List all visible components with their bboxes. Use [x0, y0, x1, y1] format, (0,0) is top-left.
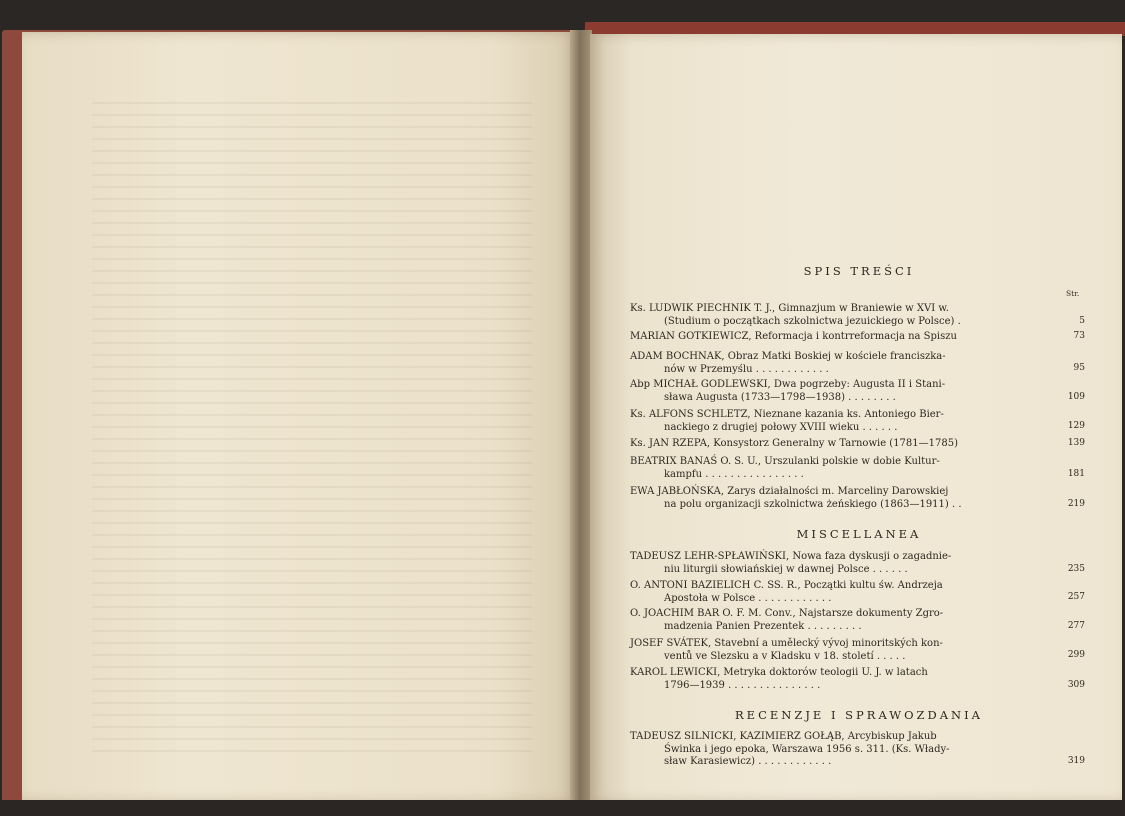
toc-entry: O. ANTONI BAZIELICH C. SS. R., Początki kultu św. Andrzeja Apostoła w Polsce . . . . . . . . . . . . [630, 580, 943, 604]
toc-entry: BEATRIX BANAŚ O. S. U., Urszulanki polskie w dobie Kultur- kampfu . . . . . . . . . . . . . . . . [630, 456, 940, 480]
contents-title: SPIS TREŚCI [803, 264, 915, 278]
toc-page-number: 219 [1067, 499, 1085, 509]
page-column-label: Str. [1066, 289, 1080, 298]
miscellanea-title: MISCELLANEA [796, 527, 922, 541]
toc-page-number: 309 [1067, 680, 1085, 690]
toc-page-number: 129 [1067, 421, 1085, 431]
toc-page-number: 95 [1073, 363, 1085, 373]
toc-entry: Ks. JAN RZEPA, Konsystorz Generalny w Tarnowie (1781—1785) [630, 438, 958, 449]
toc-entry: EWA JABŁOŃSKA, Zarys działalności m. Marceliny Darowskiej na polu organizacji szkolnictwa żeńskiego (1863—1911) . . [630, 486, 962, 510]
bottom-shadow [0, 800, 1125, 816]
toc-page-number: 109 [1067, 392, 1085, 402]
left-page-faded [22, 32, 575, 802]
book-gutter [570, 30, 592, 805]
toc-entry: TADEUSZ SILNICKI, KAZIMIERZ GOŁĄB, Arcybiskup Jakub Świnka i jego epoka, Warszawa 1956 s. 311. (Ks. Włady- sław Karasiewicz) . . . . . . . . . . . . [630, 731, 950, 767]
right-page [590, 34, 1122, 802]
toc-page-number: 73 [1073, 331, 1085, 341]
toc-entry: MARIAN GOTKIEWICZ, Reformacja i kontrreformacja na Spiszu [630, 331, 957, 342]
toc-entry: Abp MICHAŁ GODLEWSKI, Dwa pogrzeby: Augusta II i Stani- sława Augusta (1733—1798—1938) . . . . . . . . [630, 379, 946, 403]
reviews-title: RECENZJE I SPRAWOZDANIA [735, 708, 983, 722]
toc-page-number: 277 [1067, 621, 1085, 631]
toc-entry: JOSEF SVÁTEK, Stavební a umělecký vývoj minoritských kon- ventů ve Slezsku a v Kladsku v 18. století . . . . . [630, 638, 943, 662]
toc-entry: KAROL LEWICKI, Metryka doktorów teologii U. J. w latach 1796—1939 . . . . . . . . . . . . . . . [630, 667, 928, 691]
toc-page-number: 181 [1067, 469, 1085, 479]
toc-page-number: 299 [1067, 650, 1085, 660]
toc-page-number: 139 [1067, 438, 1085, 448]
toc-entry: Ks. ALFONS SCHLETZ, Nieznane kazania ks. Antoniego Bier- nackiego z drugiej połowy XVIII wieku . . . . . . [630, 409, 944, 433]
toc-page-number: 257 [1067, 592, 1085, 602]
toc-entry: Ks. LUDWIK PIECHNIK T. J., Gimnazjum w Braniewie w XVI w. (Studium o początkach szkolnictwa jezuickiego w Polsce) . [630, 303, 961, 327]
toc-page-number: 319 [1067, 756, 1085, 766]
toc-entry: TADEUSZ LEHR-SPŁAWIŃSKI, Nowa faza dyskusji o zagadnie- niu liturgii słowiańskiej w dawnej Polsce . . . . . . [630, 551, 952, 575]
toc-entry: ADAM BOCHNAK, Obraz Matki Boskiej w kościele franciszka- nów w Przemyślu . . . . . . . . . . . . [630, 351, 946, 375]
toc-entry: O. JOACHIM BAR O. F. M. Conv., Najstarsze dokumenty Zgro- madzenia Panien Prezentek . . . . . . . . . [630, 608, 944, 632]
toc-page-number: 5 [1079, 316, 1085, 326]
toc-page-number: 235 [1067, 564, 1085, 574]
